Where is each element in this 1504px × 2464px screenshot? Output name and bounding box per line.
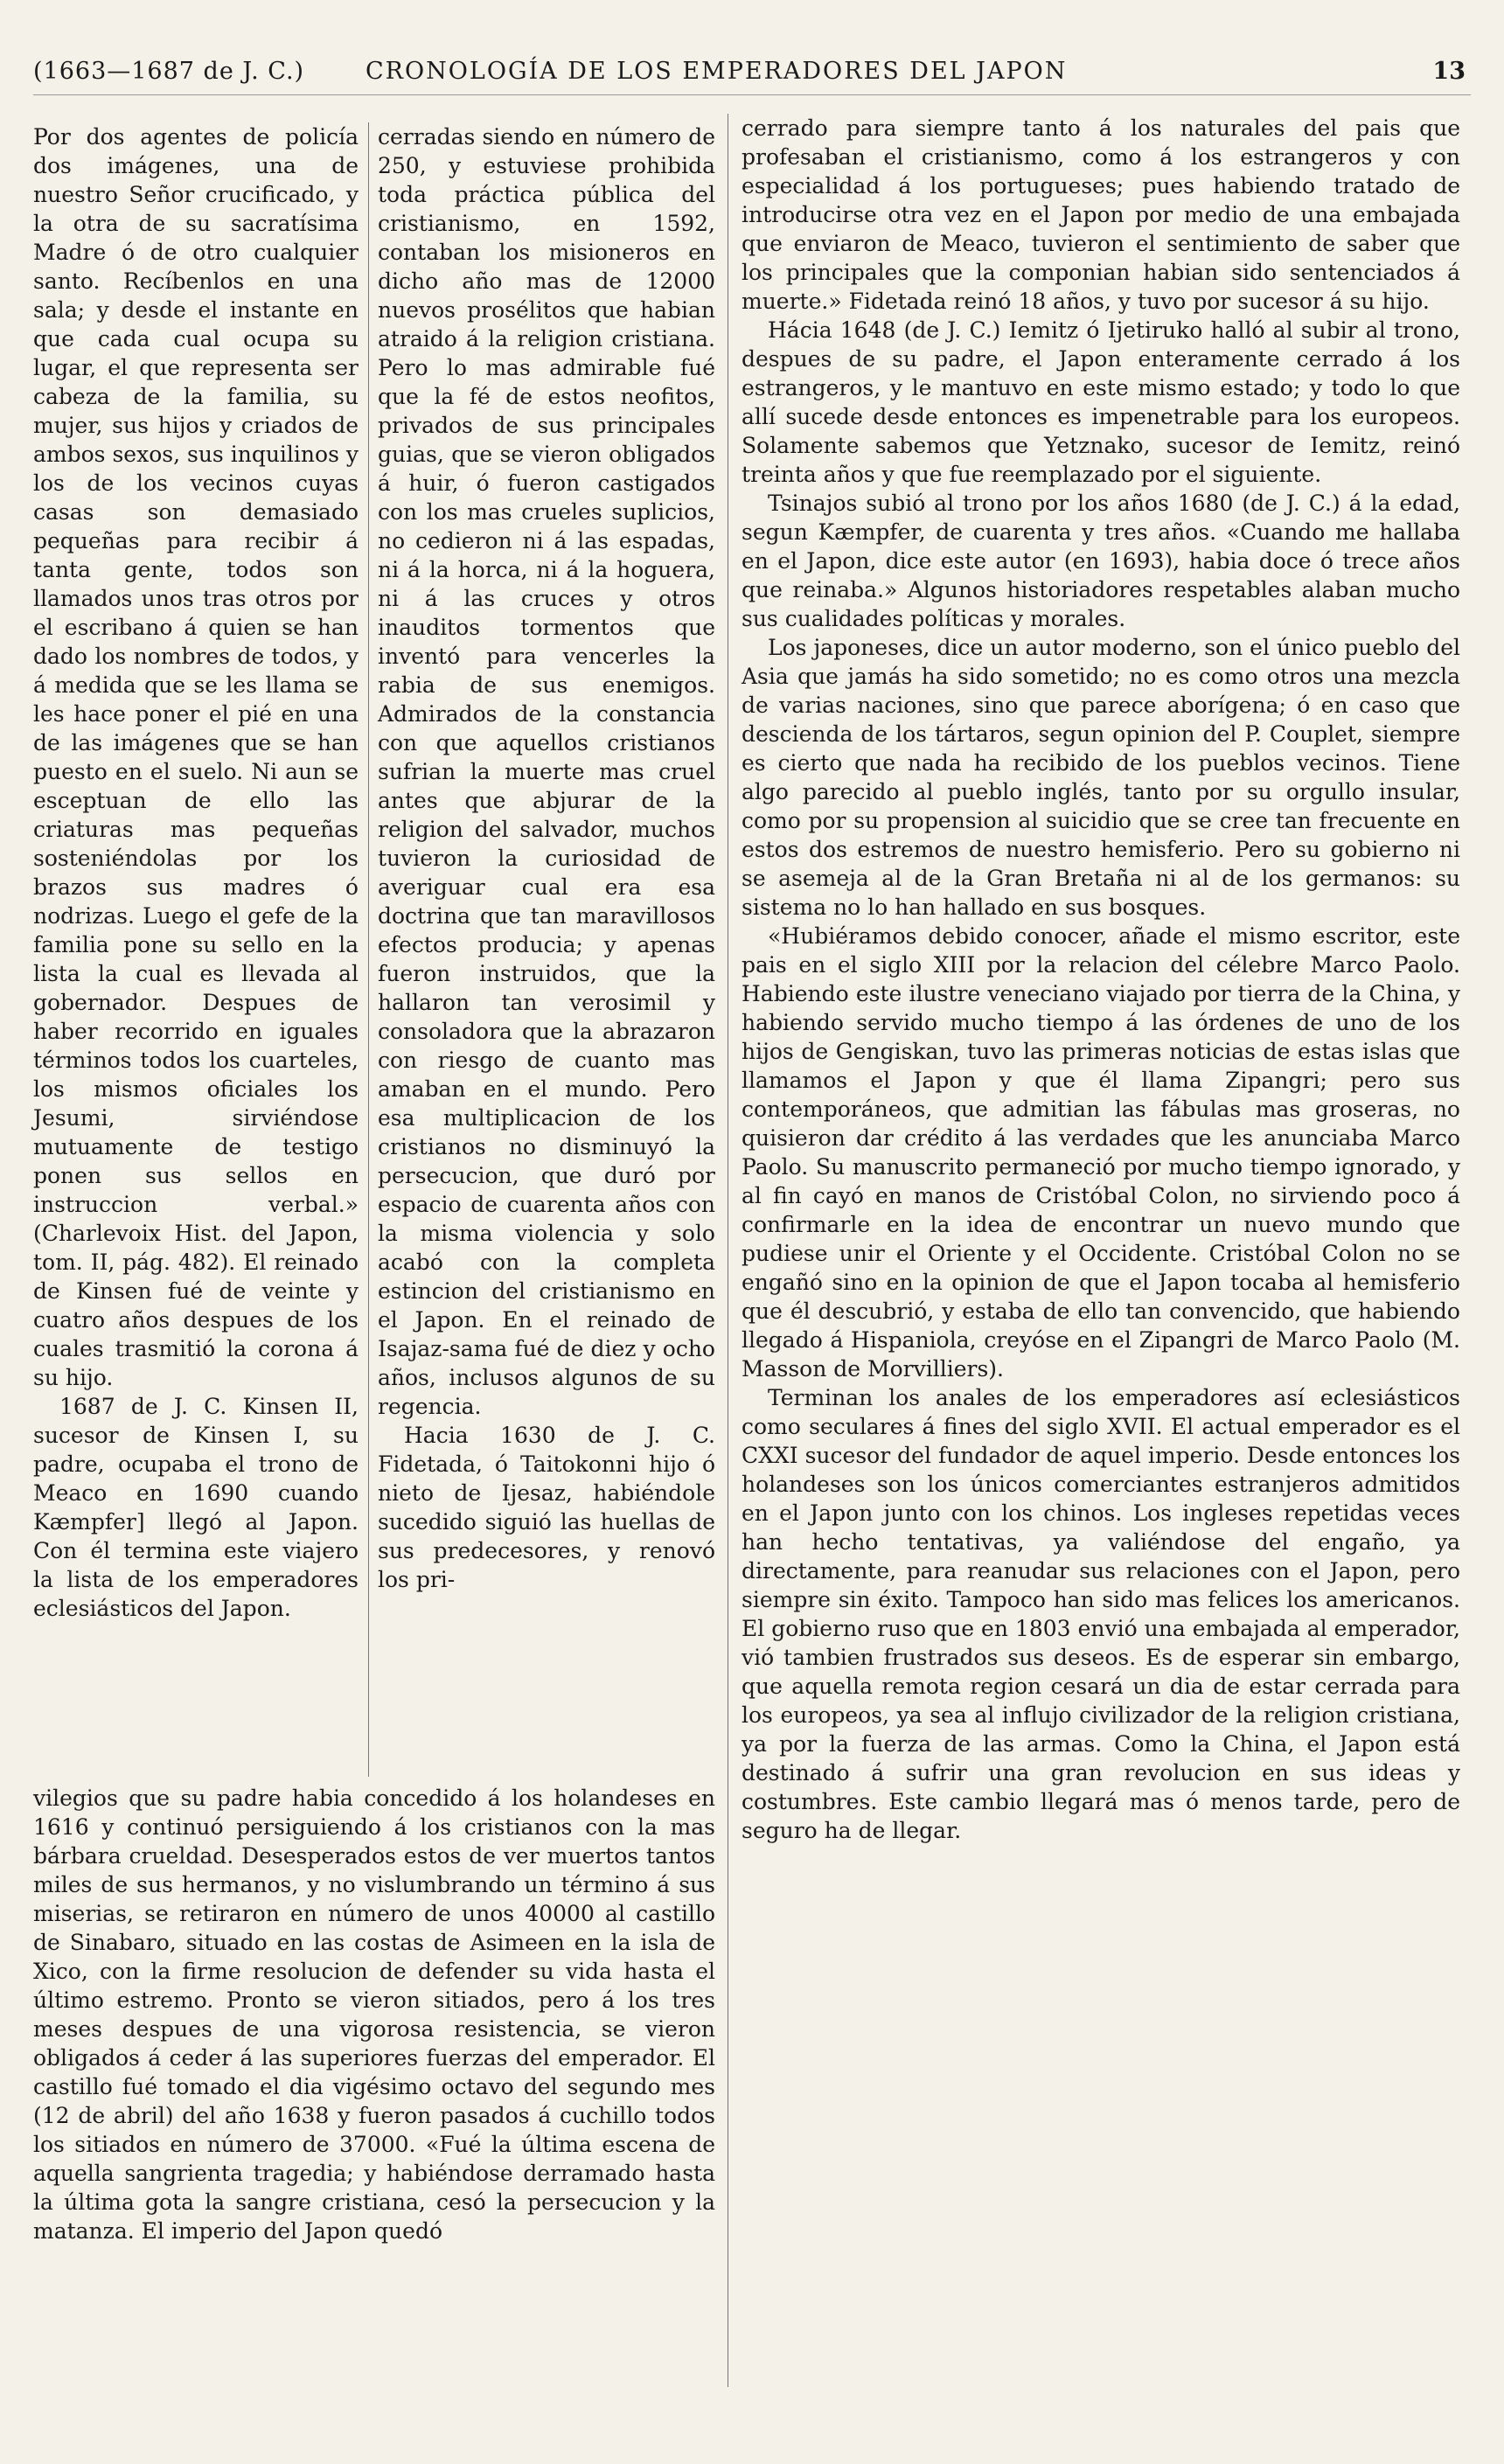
page-number: 13 [1432, 58, 1466, 85]
col3-paragraph-1: cerrado para siempre tanto á los naturales del pais que profesaban el cristianismo, como á los estrangeros y con especialidad á los portugueses; pues habiendo tratado de introducirse otra vez en el Japon por medio de una embajada que enviaron de Meaco, tuvieron el sentimiento de saber que los principales que la componian habian sido sentenciados á muerte.» Fidetada reinó 18 años, y tuvo por sucesor á su hijo. [742, 115, 1460, 314]
header-rule [33, 94, 1471, 95]
column-divider-1 [368, 122, 369, 1777]
col1-paragraph-1: Por dos agentes de policía dos imágenes, una de nuestro Señor crucificado, y la otra de su sacratísima Madre ó de otro cualquier santo. Recíbenlos en una sala; y desde el instante en que cada cual ocupa su lugar, el que representa ser cabeza de la familia, su mujer, sus hijos y criados de ambos sexos, sus inquilinos y los de los vecinos cuyas casas son demasiado pequeñas para recibir á tanta gente, todos son llamados unos tras otros por el escribano á quien se han dado los nombres de todos, y á medida que se les llama se les hace poner el pié en una de las imágenes que se han puesto en el suelo. Ni aun se esceptuan de ello las criaturas mas pequeñas sosteniéndolas por los brazos sus madres ó nodrizas. Luego el gefe de la familia pone su sello en la lista la cual es llevada al gobernador. Despues de haber recorrido en iguales términos todos los cuarteles, los mismos oficiales los Jesumi, sirviéndose mutuamente de testigo ponen sus sellos en instruccion verbal.» (Charlevoix Hist. del Japon, tom. II, pág. 482). El reinado de Kinsen fué de veinte y cuatro años despues de los cuales trasmitió la corona á su hijo. [33, 124, 359, 1390]
col2-paragraph-2: Hacia 1630 de J. C. Fidetada, ó Taitokonni hijo ó nieto de Ijesaz, habiéndole sucedido siguió las huellas de sus predecesores, y renovó los pri- [378, 1423, 715, 1592]
header-dates: (1663—1687 de J. C.) [33, 58, 305, 85]
col3-paragraph-2: Hácia 1648 (de J. C.) Iemitz ó Ijetiruko halló al subir al trono, despues de su padre, el Japon enteramente cerrado á los estrangeros, y le mantuvo en este mismo estado; y todo lo que allí sucede desde entonces es impenetrable para los europeos. Solamente sabemos que Yetznako, sucesor de Iemitz, reinó treinta años y que fue reemplazado por el siguiente. [742, 317, 1460, 487]
col3-paragraph-4: Los japoneses, dice un autor moderno, son el único pueblo del Asia que jamás ha sido sometido; no es como otros una mezcla de varias naciones, sino que parece aborígena; ó en caso que descienda de los tártaros, segun opinion del P. Couplet, siempre es cierto que nada ha recibido de los pueblos vecinos. Tiene algo parecido al pueblo inglés, tanto por su orgullo insular, como por su propension al suicidio que se cree tan frecuente en estos dos estremos de nuestro hemisferio. Pero su gobierno ni se asemeja al de la Gran Bretaña ni al de los germanos: su sistema no lo han hallado en sus bosques. [742, 635, 1460, 920]
col3-paragraph-5: «Hubiéramos debido conocer, añade el mismo escritor, este pais en el siglo XIII por la relacion del célebre Marco Paolo. Habiendo este ilustre veneciano viajado por tierra de la China, y habiendo servido mucho tiempo á las órdenes de uno de los hijos de Gengiskan, tuvo las primeras noticias de estas islas que llamamos el Japon y que él llama Zipangri; pero sus contemporáneos, que admitian las fábulas mas groseras, no quisieron dar crédito á las verdades que les anunciaba Marco Paolo. Su manuscrito permaneció por mucho tiempo ignorado, y al fin cayó en manos de Cristóbal Colon, no sirviendo poco á confirmarle en la idea de encontrar un nuevo mundo que pudiese unir el Oriente y el Occidente. Cristóbal Colon no se engañó sino en la opinion de que el Japon tocaba al hemisferio que él descubrió, y estaba de ello tan convencido, que habiendo llegado á Hispaniola, creyóse en el Zipangri de Marco Paolo (M. Masson de Morvilliers). [742, 923, 1460, 1382]
col3-paragraph-3: Tsinajos subió al trono por los años 1680 (de J. C.) á la edad, segun Kæmpfer, de cuarenta y tres años. «Cuando me hallaba en el Japon, dice este autor (en 1693), habia doce ó trece años que reinaba.» Algunos historiadores respetables alaban mucho sus cualidades políticas y morales. [742, 491, 1460, 631]
header-title: CRONOLOGÍA DE LOS EMPERADORES DEL JAPON [366, 58, 1068, 85]
bottom-paragraph-1: vilegios que su padre habia concedido á los holandeses en 1616 y continuó persiguiendo á los cristianos con la mas bárbara crueldad. Desesperados estos de ver muertos tantos miles de sus hermanos, y no vislumbrando un término á sus miserias, se retiraron en número de unos 40000 al castillo de Sinabaro, situado en las costas de Asimeen en la isla de Xico, con la firme resolucion de defender su vida hasta el último estremo. Pronto se vieron sitiados, pero á los tres meses despues de una vigorosa resistencia, se vieron obligados á ceder á las superiores fuerzas del emperador. El castillo fué tomado el dia vigésimo octavo del segundo mes (12 de abril) del año 1638 y fueron pasados á cuchillo todos los sitiados en número de 37000. «Fué la última escena de aquella sangrienta tragedia; y habiéndose derramado hasta la última gota la sangre cristiana, cesó la persecucion y la matanza. El imperio del Japon quedó [33, 1785, 715, 2244]
running-header [33, 58, 1471, 110]
col2-paragraph-1: cerradas siendo en número de 250, y estuviese prohibida toda práctica pública del cristianismo, en 1592, contaban los misioneros en dicho año mas de 12000 nuevos prosélitos que habian atraido á la religion cristiana. Pero lo mas admirable fué que la fé de estos neofitos, privados de sus principales guias, que se vieron obligados á huir, ó fueron castigados con los mas crueles suplicios, no cedieron ni á las espadas, ni á la horca, ni á la hoguera, ni á las cruces y otros inauditos tormentos que inventó para vencerles la rabia de sus enemigos. Admirados de la constancia con que aquellos cristianos sufrian la muerte mas cruel antes que abjurar de la religion del salvador, muchos tuvieron la curiosidad de averiguar cual era esa doctrina que tan maravillosos efectos producia; y apenas fueron instruidos, que la hallaron tan verosimil y consoladora que la abrazaron con riesgo de cuanto mas amaban en el mundo. Pero esa multiplicacion de los cristianos no disminuyó la persecucion, que duró por espacio de cuarenta años con la misma violencia y solo acabó con la completa estincion del cristianismo en el Japon. En el reinado de Isajaz-sama fué de diez y ocho años, inclusos algunos de su regencia. [378, 124, 715, 1419]
column-3 [742, 114, 1460, 1845]
bottom-span-text [33, 1784, 715, 2245]
col3-paragraph-6: Terminan los anales de los emperadores así eclesiásticos como seculares á fines del siglo XVII. El actual emperador es el CXXI sucesor del fundador de aquel imperio. Desde entonces los holandeses son los únicos comerciantes estranjeros admitidos en el Japon junto con los chinos. Los ingleses repetidas veces han hecho tentativas, ya valiéndose del engaño, ya directamente, para reanudar sus relaciones con el Japon, pero siempre sin éxito. Tampoco han sido mas felices los americanos. El gobierno ruso que en 1803 envió una embajada al emperador, vió tambien frustrados sus deseos. Es de esperar sin embargo, que aquella remota region cesará un dia de estar cerrada para los europeos, ya sea al influjo civilizador de la religion cristiana, ya por la fuerza de las armas. Como la China, el Japon está destinado á sufrir una gran revolucion en sus ideas y costumbres. Este cambio llegará mas ó menos tarde, pero de seguro ha de llegar. [742, 1385, 1460, 1843]
column-2 [378, 122, 715, 1594]
col1-paragraph-2: 1687 de J. C. Kinsen II, sucesor de Kinsen I, su padre, ocupaba el trono de Meaco en 1690 cuando Kæmpfer] llegó al Japon. Con él termina este viajero la lista de los emperadores eclesiásticos del Japon. [33, 1394, 359, 1621]
column-1 [33, 122, 359, 1623]
